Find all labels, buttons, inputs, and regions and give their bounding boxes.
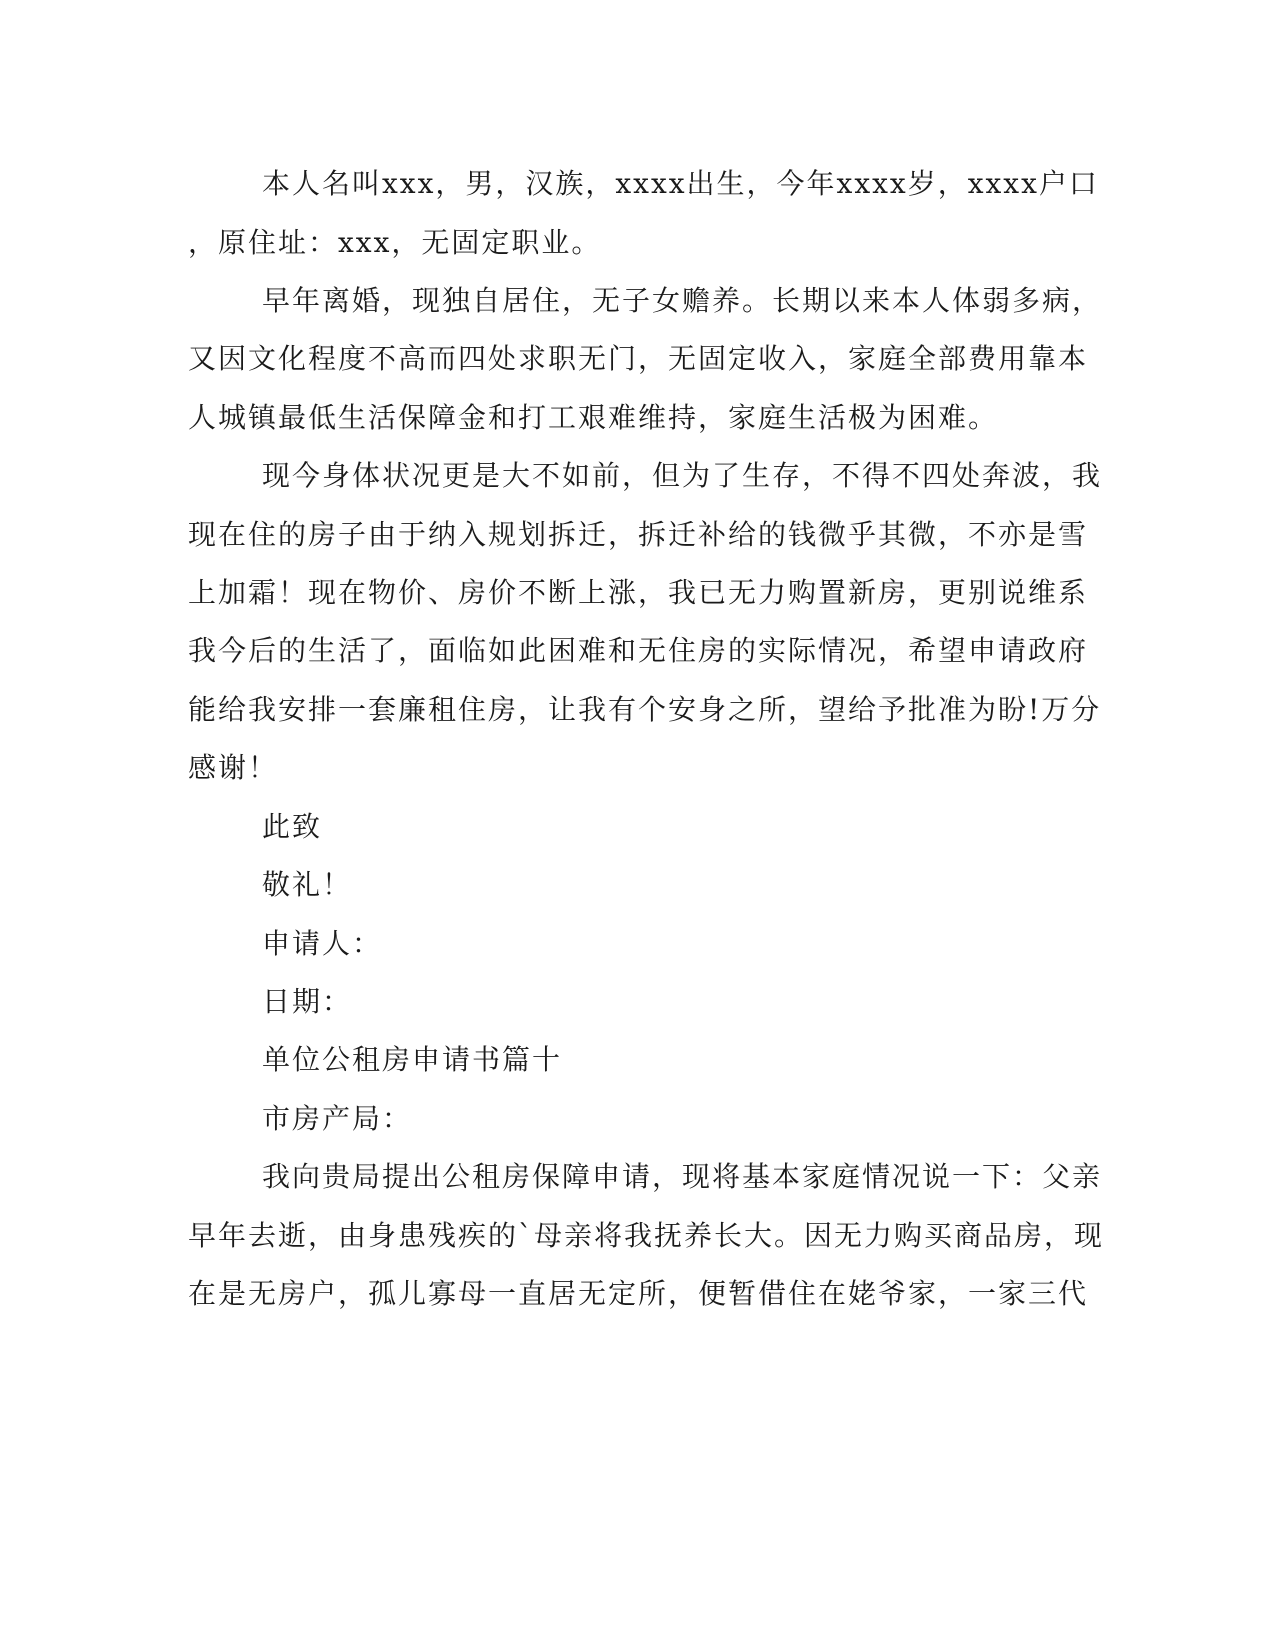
closing-line: 此致 [262,810,323,843]
paragraph-line: 早年离婚，现独自居住，无子女赡养。长期以来本人体弱多病， [262,284,1103,317]
paragraph-line: 上加霜！现在物价、房价不断上涨，我已无力购置新房，更别说维系 [188,576,1089,609]
paragraph-line: 又因文化程度不高而四处求职无门，无固定收入，家庭全部费用靠本 [188,342,1089,375]
paragraph-line: 感谢！ [188,751,279,784]
paragraph-line: 现在住的房子由于纳入规划拆迁，拆迁补给的钱微乎其微，不亦是雪 [188,518,1089,551]
paragraph-line: ，原住址：xxx，无固定职业。 [188,226,602,259]
applicant-label: 申请人： [262,927,383,960]
paragraph-line: 我向贵局提出公租房保障申请，现将基本家庭情况说一下：父亲 [262,1160,1103,1193]
paragraph-line: 能给我安排一套廉租住房，让我有个安身之所，望给予批准为盼!万分 [188,693,1102,726]
section-title: 单位公租房申请书篇十 [262,1043,563,1076]
date-label: 日期： [262,985,353,1018]
paragraph-line: 人城镇最低生活保障金和打工艰难维持，家庭生活极为困难。 [188,401,999,434]
salutation-line: 敬礼！ [262,868,353,901]
paragraph-line: 现今身体状况更是大不如前，但为了生存，不得不四处奔波，我 [262,459,1103,492]
addressee-line: 市房产局： [262,1102,413,1135]
paragraph-line: 我今后的生活了，面临如此困难和无住房的实际情况，希望申请政府 [188,634,1089,667]
paragraph-line: 早年去逝，由身患残疾的`母亲将我抚养长大。因无力购买商品房，现 [188,1219,1105,1252]
paragraph-line: 本人名叫xxx，男，汉族，xxxx出生，今年xxxx岁，xxxx户口 [262,167,1099,200]
paragraph-line: 在是无房户，孤儿寡母一直居无定所，便暂借住在姥爷家，一家三代 [188,1277,1089,1310]
